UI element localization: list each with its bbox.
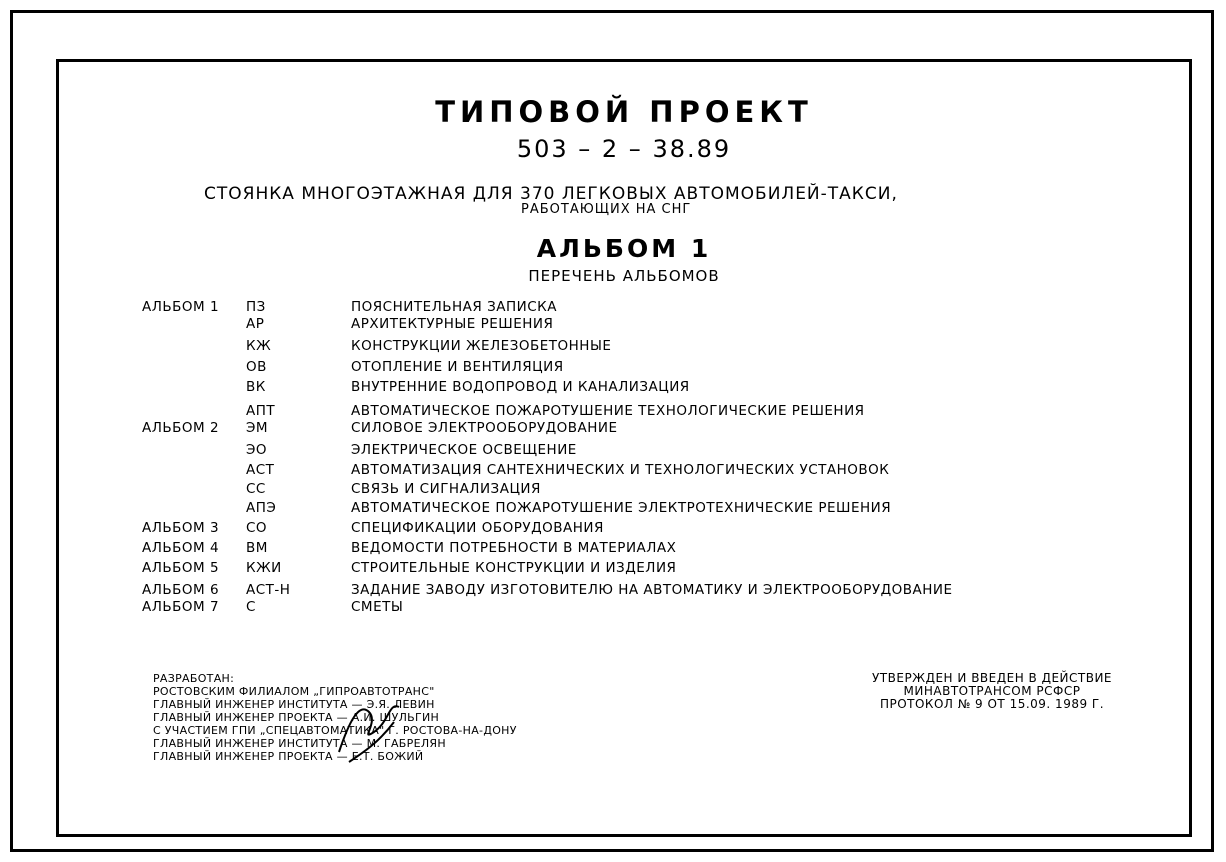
album-number: АЛЬБОМ 5 [142, 560, 220, 576]
album-description: ПОЯСНИТЕЛЬНАЯ ЗАПИСКА [351, 299, 557, 315]
approval-line: ПРОТОКОЛ № 9 ОТ 15.09. 1989 Г. [879, 697, 1105, 711]
album-description: ЭЛЕКТРИЧЕСКОЕ ОСВЕЩЕНИЕ [351, 442, 577, 458]
album-code: СС [246, 481, 266, 497]
developer-line: ГЛАВНЫЙ ИНЖЕНЕР ИНСТИТУТА — Э.Я. ЛЕВИН [153, 698, 435, 711]
album-code: СО [246, 520, 268, 536]
album-description: СТРОИТЕЛЬНЫЕ КОНСТРУКЦИИ И ИЗДЕЛИЯ [351, 560, 677, 576]
album-number: АЛЬБОМ 4 [142, 540, 220, 556]
album-number: АЛЬБОМ 2 [142, 420, 220, 436]
approval-line: МИНАВТОТРАНСОМ РСФСР [903, 684, 1081, 698]
album-number: АЛЬБОМ 1 [142, 299, 220, 315]
album-code: АСТ-Н [246, 582, 291, 598]
album-description: ВНУТРЕННИЕ ВОДОПРОВОД И КАНАЛИЗАЦИЯ [351, 379, 690, 395]
album-number: АЛЬБОМ 7 [142, 599, 220, 615]
album-number: АЛЬБОМ 3 [142, 520, 220, 536]
album-code: С [246, 599, 256, 615]
album-code: АПТ [246, 403, 276, 419]
album-description: ЗАДАНИЕ ЗАВОДУ ИЗГОТОВИТЕЛЮ НА АВТОМАТИКУ И ЭЛЕКТРООБОРУДОВАНИЕ [351, 582, 953, 598]
album-list-title: ПЕРЕЧЕНЬ АЛЬБОМОВ [528, 267, 720, 285]
album-code: ОВ [246, 359, 267, 375]
project-code: 503 – 2 – 38.89 [516, 135, 732, 163]
album-description: СИЛОВОЕ ЭЛЕКТРООБОРУДОВАНИЕ [351, 420, 618, 436]
album-code: ЭО [246, 442, 268, 458]
project-name-line2: РАБОТАЮЩИХ НА СНГ [521, 202, 692, 217]
album-description: ОТОПЛЕНИЕ И ВЕНТИЛЯЦИЯ [351, 359, 564, 375]
approval-block [827, 672, 1157, 711]
developer-line: ГЛАВНЫЙ ИНЖЕНЕР ПРОЕКТА — Е.Т. БОЖИЙ [153, 750, 424, 763]
outer-frame [10, 10, 1214, 852]
album-heading: АЛЬБОМ 1 [536, 234, 712, 263]
developer-line: РАЗРАБОТАН: [153, 672, 235, 685]
album-description: АВТОМАТИЗАЦИЯ САНТЕХНИЧЕСКИХ И ТЕХНОЛОГИЧЕСКИХ УСТАНОВОК [351, 462, 890, 478]
album-description: КОНСТРУКЦИИ ЖЕЛЕЗОБЕТОННЫЕ [351, 338, 612, 354]
signature-icon [329, 682, 419, 772]
developer-line: ГЛАВНЫЙ ИНЖЕНЕР ИНСТИТУТА — М. ГАБРЕЛЯН [153, 737, 446, 750]
album-code: АПЭ [246, 500, 277, 516]
album-description: АРХИТЕКТУРНЫЕ РЕШЕНИЯ [351, 316, 554, 332]
album-description: СПЕЦИФИКАЦИИ ОБОРУДОВАНИЯ [351, 520, 604, 536]
project-name-line1: СТОЯНКА МНОГОЭТАЖНАЯ ДЛЯ 370 ЛЕГКОВЫХ АВТОМОБИЛЕЙ-ТАКСИ, [204, 184, 898, 204]
album-description: СМЕТЫ [351, 599, 404, 615]
inner-frame [56, 59, 1192, 837]
album-code: КЖИ [246, 560, 282, 576]
approval-line: УТВЕРЖДЕН И ВВЕДЕН В ДЕЙСТВИЕ [871, 671, 1113, 685]
album-number: АЛЬБОМ 6 [142, 582, 220, 598]
album-code: АСТ [246, 462, 275, 478]
developer-line: ГЛАВНЫЙ ИНЖЕНЕР ПРОЕКТА — А.И. ШУЛЬГИН [153, 711, 440, 724]
album-code: КЖ [246, 338, 272, 354]
album-code: ВМ [246, 540, 268, 556]
album-description: ВЕДОМОСТИ ПОТРЕБНОСТИ В МАТЕРИАЛАХ [351, 540, 677, 556]
album-description: АВТОМАТИЧЕСКОЕ ПОЖАРОТУШЕНИЕ ЭЛЕКТРОТЕХНИЧЕСКИЕ РЕШЕНИЯ [351, 500, 892, 516]
document-title: ТИПОВОЙ ПРОЕКТ [435, 95, 813, 129]
album-code: АР [246, 316, 265, 332]
album-code: ПЗ [246, 299, 266, 315]
album-code: ЭМ [246, 420, 269, 436]
album-code: ВК [246, 379, 266, 395]
album-description: АВТОМАТИЧЕСКОЕ ПОЖАРОТУШЕНИЕ ТЕХНОЛОГИЧЕСКИЕ РЕШЕНИЯ [351, 403, 865, 419]
developer-line: С УЧАСТИЕМ ГПИ „СПЕЦАВТОМАТИКА" Г. РОСТОВА-НА-ДОНУ [153, 724, 517, 737]
developer-line: РОСТОВСКИМ ФИЛИАЛОМ „ГИПРОАВТОТРАНС" [153, 685, 435, 698]
album-description: СВЯЗЬ И СИГНАЛИЗАЦИЯ [351, 481, 541, 497]
